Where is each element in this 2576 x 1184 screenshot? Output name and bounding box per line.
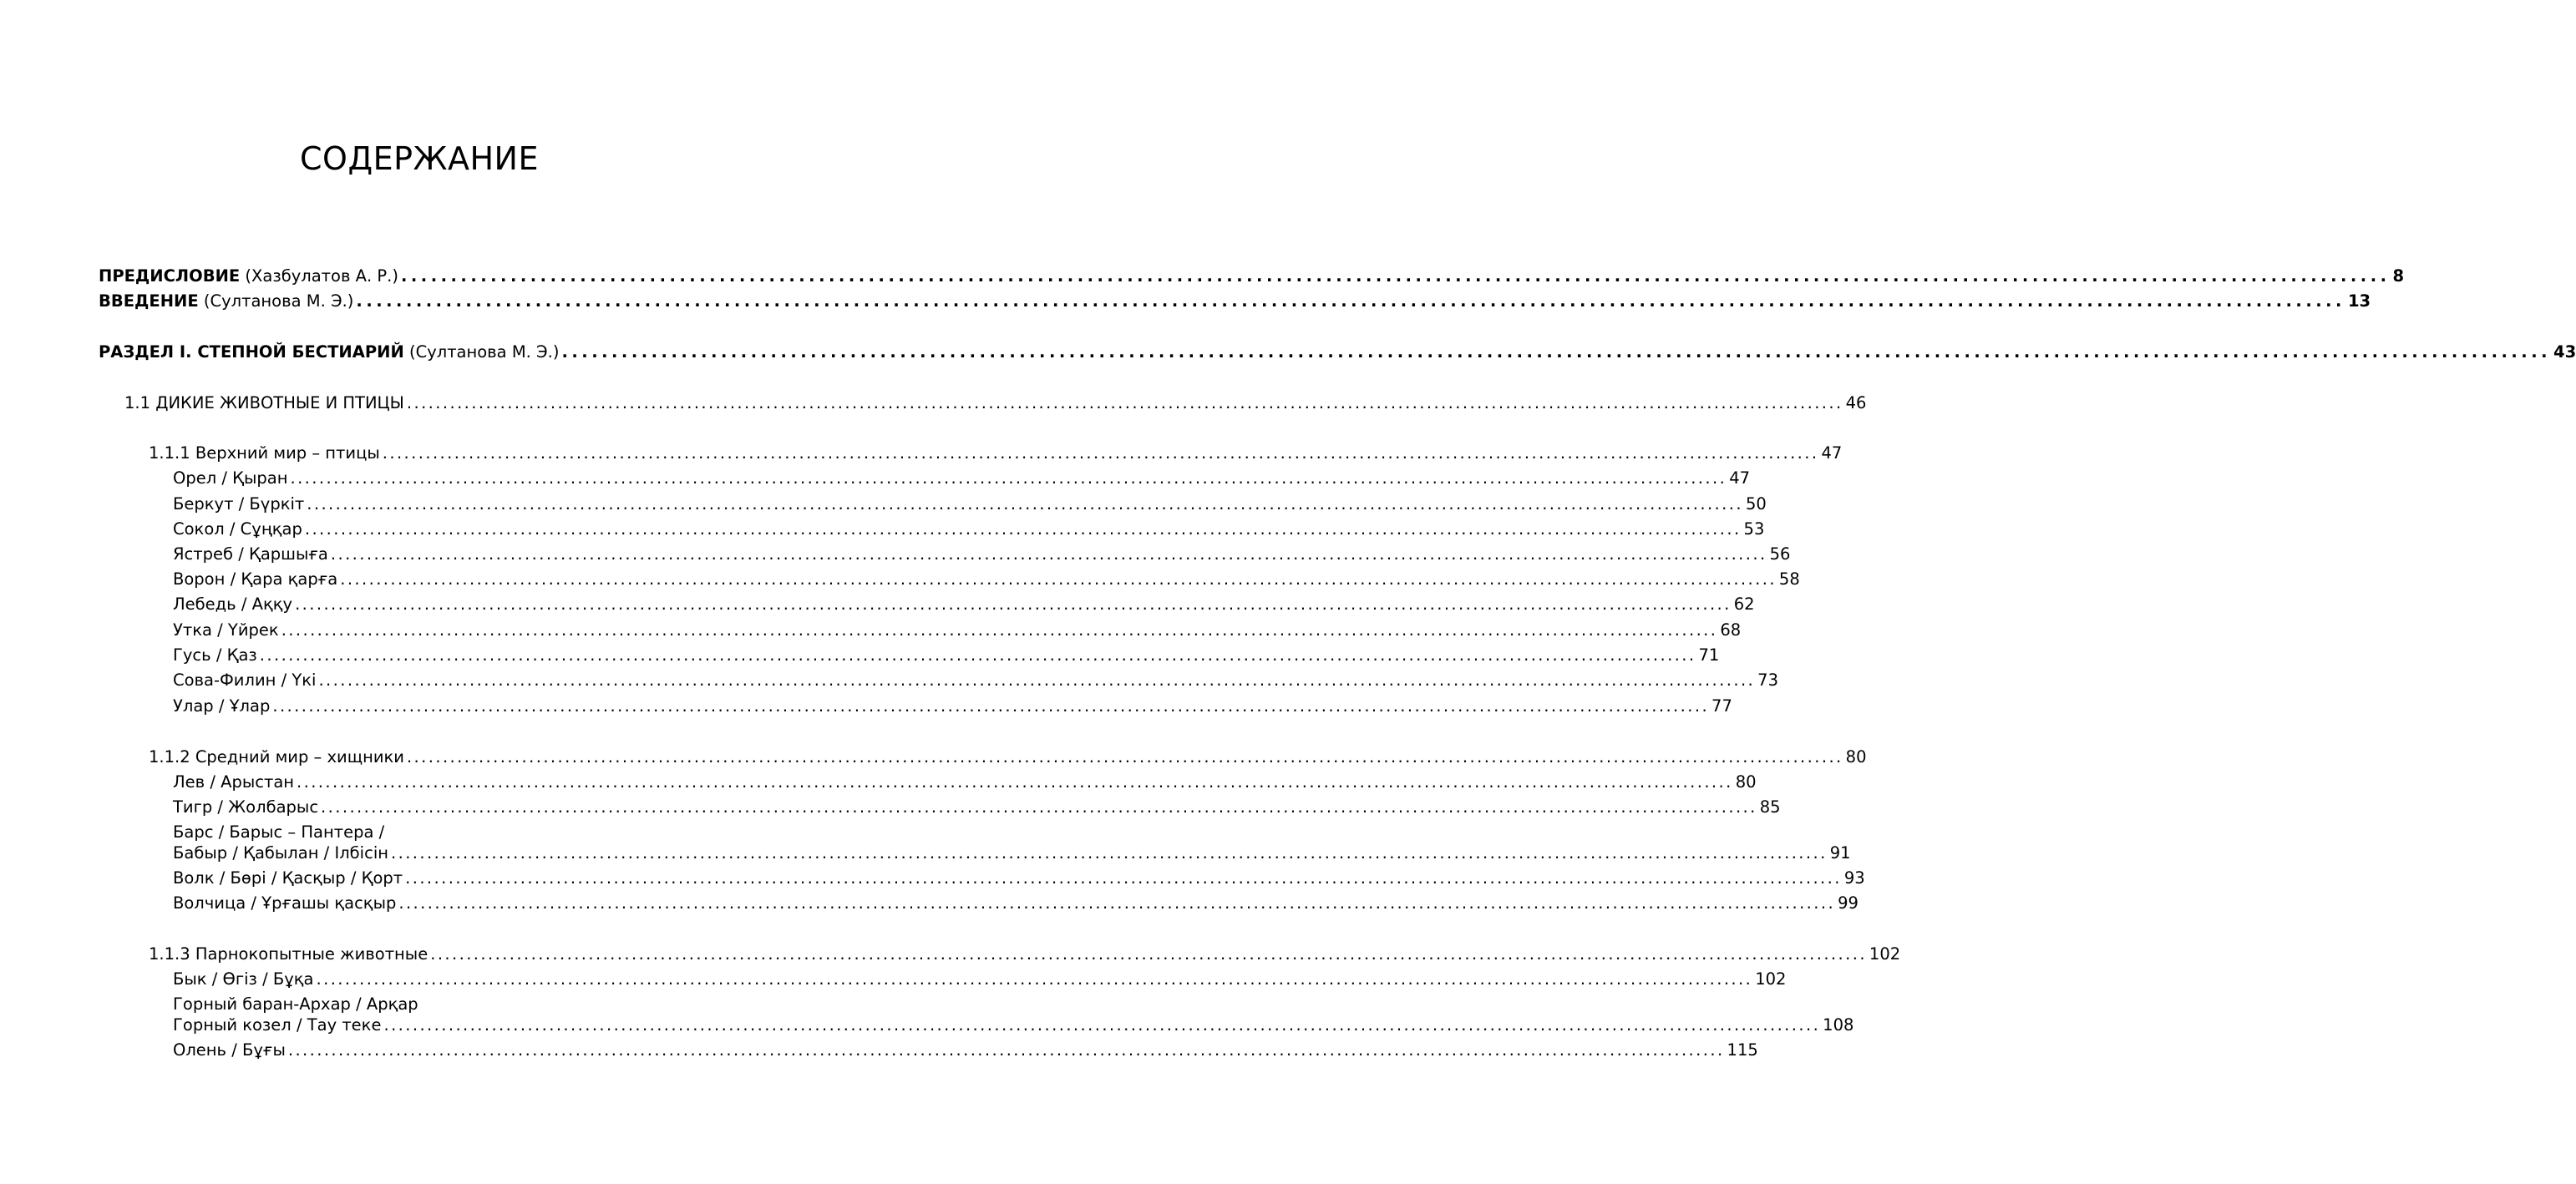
- toc-entry[interactable]: [173, 694, 1732, 719]
- dot-leader: ........................................................................................................................................................................................................: [340, 569, 1777, 589]
- entry-title: Сокол / Сұңқар: [173, 519, 302, 539]
- entry-title: Бабыр / Қабылан / Ілбісін: [173, 843, 388, 863]
- dot-leader: ........................................................................................................................................................................................................: [295, 595, 1732, 614]
- dot-leader: ........................................................................................................................................................................................................: [272, 696, 1710, 716]
- dot-leader: ........................................................................................................................................................................................................: [307, 494, 1743, 514]
- toc-entry-1-1-1[interactable]: [149, 441, 1843, 466]
- dot-leader: ........................................................................................................................................................................................................: [290, 468, 1727, 488]
- page-number: 77: [1711, 696, 1732, 716]
- entry-title: Ворон / Қара қарға: [173, 569, 338, 589]
- page-number: 71: [1698, 645, 1720, 665]
- page-number: 108: [1823, 1015, 1854, 1035]
- entry-title: Горный козел / Тау теке: [173, 1015, 382, 1035]
- page-number: 8: [2392, 266, 2405, 286]
- toc-entry[interactable]: [173, 841, 1851, 866]
- page-number: 102: [1755, 969, 1787, 989]
- dot-leader: ........................................................................................................................................................................................................: [400, 266, 2391, 286]
- toc-entry-preface[interactable]: [99, 264, 2405, 289]
- page-number: 47: [1821, 443, 1843, 463]
- page-number: 56: [1769, 544, 1791, 564]
- toc-entry[interactable]: [173, 891, 1858, 916]
- page-number: 13: [2347, 291, 2371, 311]
- dot-leader: ........................................................................................................................................................................................................: [391, 843, 1828, 863]
- dot-leader: ........................................................................................................................................................................................................: [382, 443, 1819, 463]
- dot-leader: ........................................................................................................................................................................................................: [330, 544, 1767, 564]
- page-number: 47: [1729, 468, 1751, 488]
- page-number: 80: [1845, 747, 1867, 767]
- toc-entry[interactable]: [173, 567, 1800, 592]
- page-title: СОДЕРЖАНИЕ: [300, 140, 539, 177]
- toc-entry[interactable]: [173, 618, 1742, 643]
- dot-leader: ........................................................................................................................................................................................................: [281, 620, 1718, 640]
- dot-leader: ........................................................................................................................................................................................................: [398, 893, 1836, 913]
- toc-entry[interactable]: [173, 1038, 1758, 1063]
- toc-entry[interactable]: [173, 967, 1787, 992]
- entry-title: Сова-Филин / Үкі: [173, 670, 317, 690]
- dot-leader: ........................................................................................................................................................................................................: [259, 645, 1696, 665]
- entry-title: Гусь / Қаз: [173, 645, 257, 665]
- dot-leader: ........................................................................................................................................................................................................: [430, 944, 1867, 964]
- dot-leader: ........................................................................................................................................................................................................: [297, 772, 1733, 792]
- entry-title: 1.1.2 Средний мир – хищники: [149, 747, 404, 767]
- entry-title: 1.1 ДИКИЕ ЖИВОТНЫЕ И ПТИЦЫ: [124, 393, 404, 412]
- dot-leader: ........................................................................................................................................................................................................: [304, 519, 1742, 539]
- entry-title: Утка / Үйрек: [173, 620, 279, 640]
- dot-leader: ........................................................................................................................................................................................................: [316, 969, 1753, 989]
- dot-leader: ........................................................................................................................................................................................................: [287, 1040, 1725, 1060]
- page-number: 73: [1757, 670, 1778, 690]
- dot-leader: ........................................................................................................................................................................................................: [356, 291, 2345, 311]
- entry-title: РАЗДЕЛ I. СТЕПНОЙ БЕСТИАРИЙ: [99, 342, 404, 362]
- entry-title: ВВЕДЕНИЕ: [99, 291, 199, 311]
- toc-entry[interactable]: [173, 643, 1720, 668]
- page-number: 91: [1829, 843, 1851, 863]
- entry-title: Олень / Бұғы: [173, 1040, 286, 1060]
- dot-leader: ........................................................................................................................................................................................................: [383, 1015, 1821, 1035]
- toc-entry[interactable]: [173, 770, 1757, 795]
- page-number: 85: [1759, 797, 1781, 817]
- toc-entry[interactable]: [173, 866, 1865, 891]
- page-number: 102: [1869, 944, 1901, 964]
- page-number: 50: [1745, 494, 1767, 514]
- entry-title: Ястреб / Қаршыға: [173, 544, 328, 564]
- toc-entry[interactable]: [173, 492, 1767, 517]
- entry-author: (Султанова М. Э.): [198, 291, 354, 311]
- page-number: 93: [1843, 868, 1865, 888]
- toc-entry[interactable]: [173, 466, 1751, 491]
- dot-leader: ........................................................................................................................................................................................................: [321, 797, 1757, 817]
- entry-title: 1.1.3 Парнокопытные животные: [149, 944, 428, 964]
- entry-title: Волчица / Ұрғашы қасқыр: [173, 893, 397, 913]
- entry-author: (Хазбулатов А. Р.): [240, 266, 398, 286]
- page-number: 43: [2553, 342, 2576, 362]
- toc-entry[interactable]: [173, 668, 1778, 693]
- entry-title: Бык / Өгіз / Бұқа: [173, 969, 314, 989]
- page-number: 58: [1778, 569, 1800, 589]
- toc-entry-1-1-2[interactable]: [149, 745, 1867, 770]
- entry-author: (Султанова М. Э.): [403, 342, 560, 362]
- entry-title: Орел / Қыран: [173, 468, 288, 488]
- entry-title: Тигр / Жолбарыс: [173, 797, 319, 817]
- dot-leader: ........................................................................................................................................................................................................: [405, 868, 1842, 888]
- toc-entry-first-line: Барс / Барыс – Пантера /: [173, 822, 385, 842]
- dot-leader: ........................................................................................................................................................................................................: [318, 670, 1756, 690]
- toc-entry[interactable]: [173, 795, 1781, 820]
- entry-title: Улар / Ұлар: [173, 696, 271, 716]
- entry-title: 1.1.1 Верхний мир – птицы: [149, 443, 380, 463]
- page-number: 53: [1743, 519, 1765, 539]
- dot-leader: ........................................................................................................................................................................................................: [406, 393, 1843, 412]
- toc-entry[interactable]: [173, 517, 1765, 542]
- page-number: 68: [1720, 620, 1742, 640]
- entry-title: Лев / Арыстан: [173, 772, 295, 792]
- entry-title: Лебедь / Аққу: [173, 595, 293, 614]
- toc-entry[interactable]: [173, 542, 1791, 567]
- toc-entry-introduction[interactable]: [99, 289, 2371, 314]
- entry-title: ПРЕДИСЛОВИЕ: [99, 266, 241, 286]
- page-number: 115: [1727, 1040, 1758, 1060]
- page-number: 99: [1838, 893, 1858, 913]
- dot-leader: ........................................................................................................................................................................................................: [561, 342, 2552, 362]
- toc-entry-first-line: Горный баран-Архар / Арқар: [173, 994, 418, 1014]
- entry-title: Беркут / Бүркіт: [173, 494, 305, 514]
- entry-title: Волк / Бөрі / Қасқыр / Қорт: [173, 868, 403, 888]
- toc-entry-1-1[interactable]: [124, 391, 1867, 416]
- toc-entry-section-1[interactable]: [99, 340, 2576, 365]
- page-number: 46: [1845, 393, 1867, 412]
- toc-entry-1-1-3[interactable]: [149, 942, 1901, 967]
- page-number: 62: [1733, 595, 1755, 614]
- page-number: 80: [1735, 772, 1757, 792]
- dot-leader: ........................................................................................................................................................................................................: [406, 747, 1843, 767]
- toc-entry[interactable]: [173, 1013, 1854, 1038]
- toc-entry[interactable]: [173, 592, 1755, 617]
